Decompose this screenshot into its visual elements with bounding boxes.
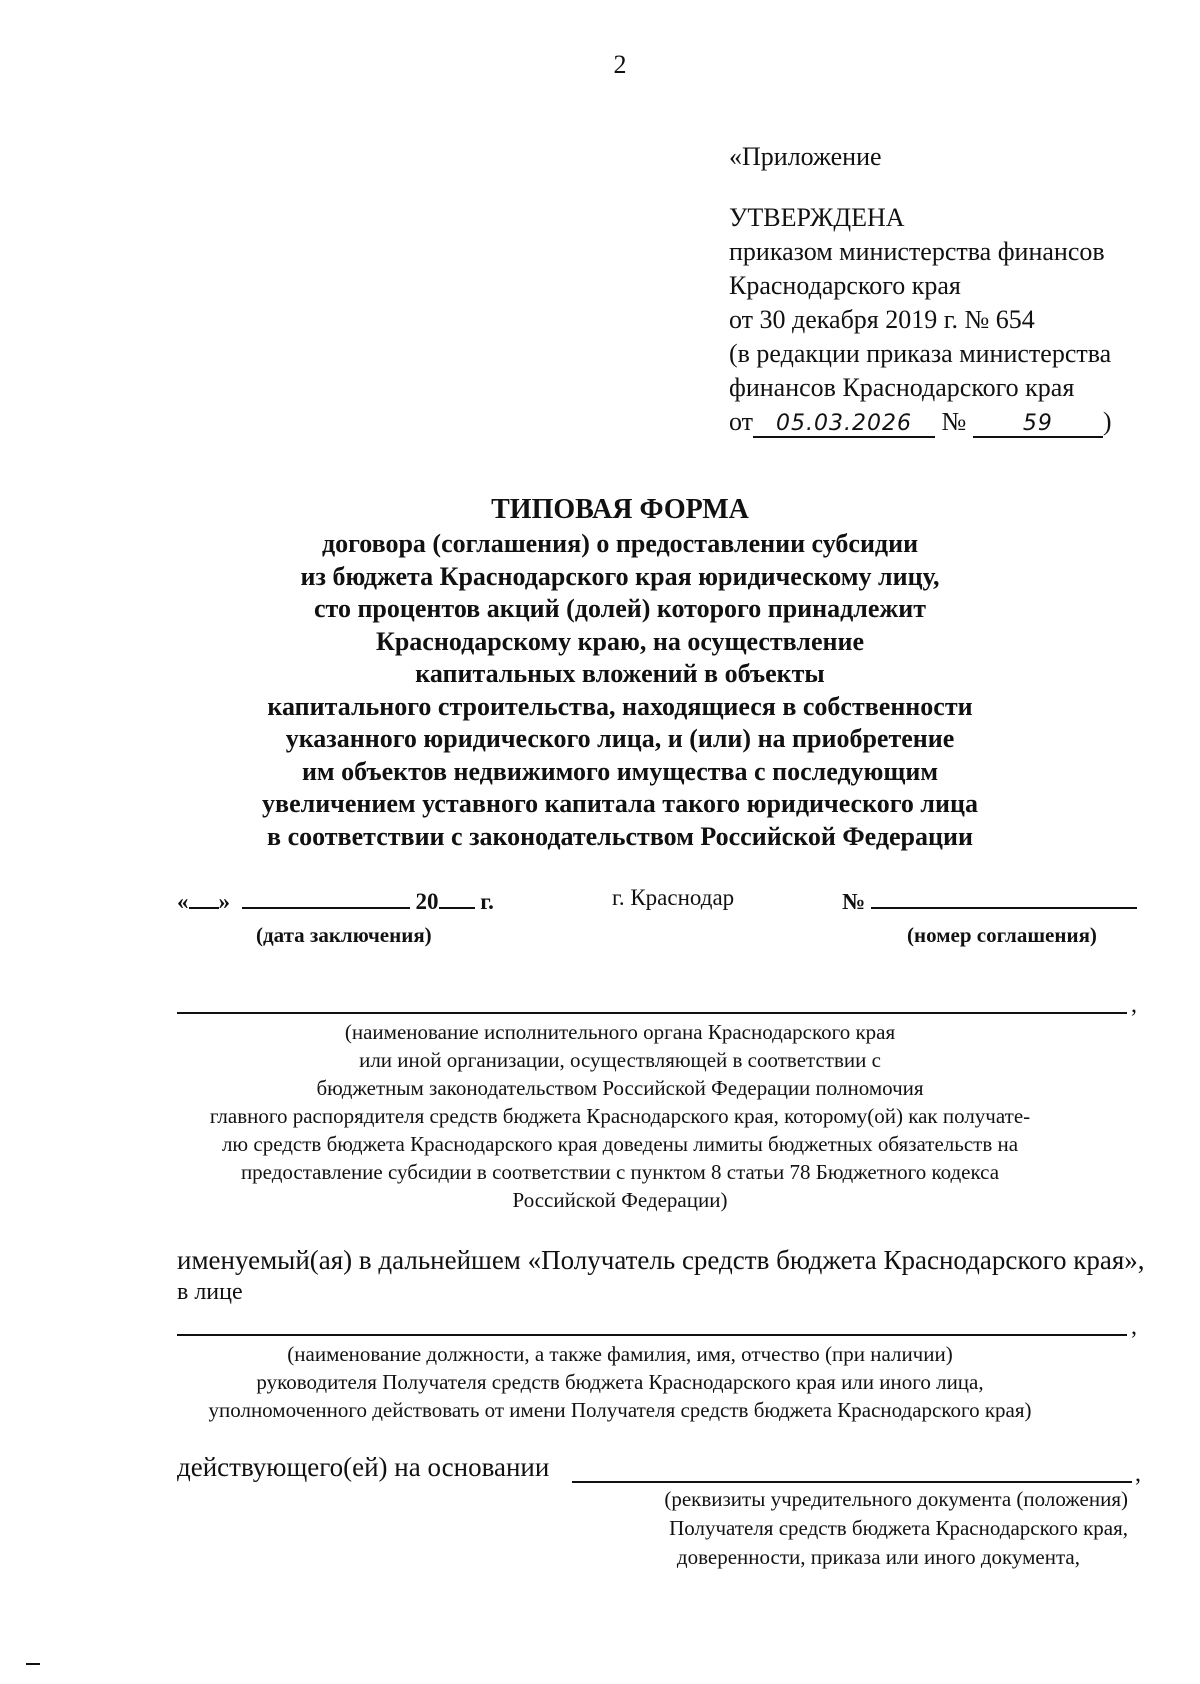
handwritten-number: 59 [973, 412, 1103, 438]
number-label: № [941, 407, 967, 436]
approval-line: (в редакции приказа министерства [729, 339, 1112, 368]
title-line: им объектов недвижимого имущества с последующим [301, 756, 939, 786]
number-caption: (номер соглашения) [907, 923, 1097, 947]
agreement-header-row [0, 885, 1200, 955]
date-field: « » 20 г. [177, 885, 494, 915]
page-edge-mark [26, 1663, 40, 1665]
title-line: в соответствии с законодательством Российской Федерации [267, 821, 973, 851]
organ-name-blank [177, 1012, 1127, 1014]
approval-line: от 30 декабря 2019 г. № 654 [729, 305, 1035, 334]
year-blank [439, 885, 475, 909]
person-caption: (наименование должности, а также фамилия, имя, отчество (при наличии) руководителя Получателя средств бюджета Краснодарского края или иного лица, уполномоченного действовать от имени Получателя средств бюджета Краснодарского края) [208, 1342, 1032, 1422]
date-caption: (дата заключения) [256, 923, 432, 947]
comma: , [1131, 1314, 1137, 1340]
title-line: Краснодарскому краю, на осуществление [375, 626, 865, 656]
approval-line: приказом министерства финансов [729, 237, 1105, 266]
approval-line: Краснодарского края [729, 271, 961, 300]
title-line: указанного юридического лица, и (или) на приобретение [285, 724, 955, 753]
title-line: капитального строительства, находящиеся в собственности [267, 691, 973, 721]
agreement-number-field: № [842, 885, 1137, 915]
person-name-blank [177, 1334, 1127, 1336]
page-number: 2 [613, 50, 627, 79]
title-main: ТИПОВАЯ ФОРМА [491, 494, 749, 525]
title-line: из бюджета Краснодарского края юридическому лицу, [300, 561, 940, 591]
title-line: сто процентов акций (долей) которого принадлежит [313, 594, 926, 623]
comma: , [1131, 992, 1137, 1018]
organ-caption: (наименование исполнительного органа Краснодарского края или иной организации, осуществляющей в соответствии с бюджетным законодательством Российской Федерации полномочия главного распорядителя средств бюджета Краснодарского края, которому(ой) как получате- лю средств бюджета Краснодарского края доведены лимиты бюджетных обязательств на предоставление субсидии в соответствии с пунктом 8 статьи 78 Бюджетного кодекса Российской Федерации) [209, 1020, 1031, 1212]
city-label: г. Краснодар [612, 885, 735, 910]
title-line: увеличением уставного капитала такого юридического лица [262, 789, 978, 818]
amendment-line [729, 405, 1112, 439]
close-paren: ) [1102, 407, 1112, 436]
basis-blank [572, 1481, 1132, 1483]
title-line: договора (соглашения) о предоставлении субсидии [321, 529, 919, 558]
day-blank [189, 885, 219, 909]
handwritten-date: 05.03.2026 [753, 412, 935, 438]
from-label: от [729, 407, 754, 436]
approval-block [729, 140, 1112, 439]
named-paragraph: именуемый(ая) в дальнейшем «Получатель средств бюджета Краснодарского края», в лице [177, 1245, 1145, 1305]
comma: , [1135, 1461, 1141, 1487]
basis-label: действующего(ей) на основании [177, 1452, 550, 1482]
approved-heading: УТВЕРЖДЕНА [729, 203, 905, 232]
annex-label: «Приложение [729, 142, 882, 171]
title-line: капитальных вложений в объекты [415, 659, 825, 688]
form-title [0, 493, 1200, 853]
number-blank [871, 885, 1137, 909]
month-blank [242, 885, 410, 909]
approval-line: финансов Краснодарского края [729, 373, 1075, 402]
basis-caption: (реквизиты учредительного документа (положения) Получателя средств бюджета Краснодарского края, доверенности, приказа или иного документа, [664, 1487, 1128, 1569]
